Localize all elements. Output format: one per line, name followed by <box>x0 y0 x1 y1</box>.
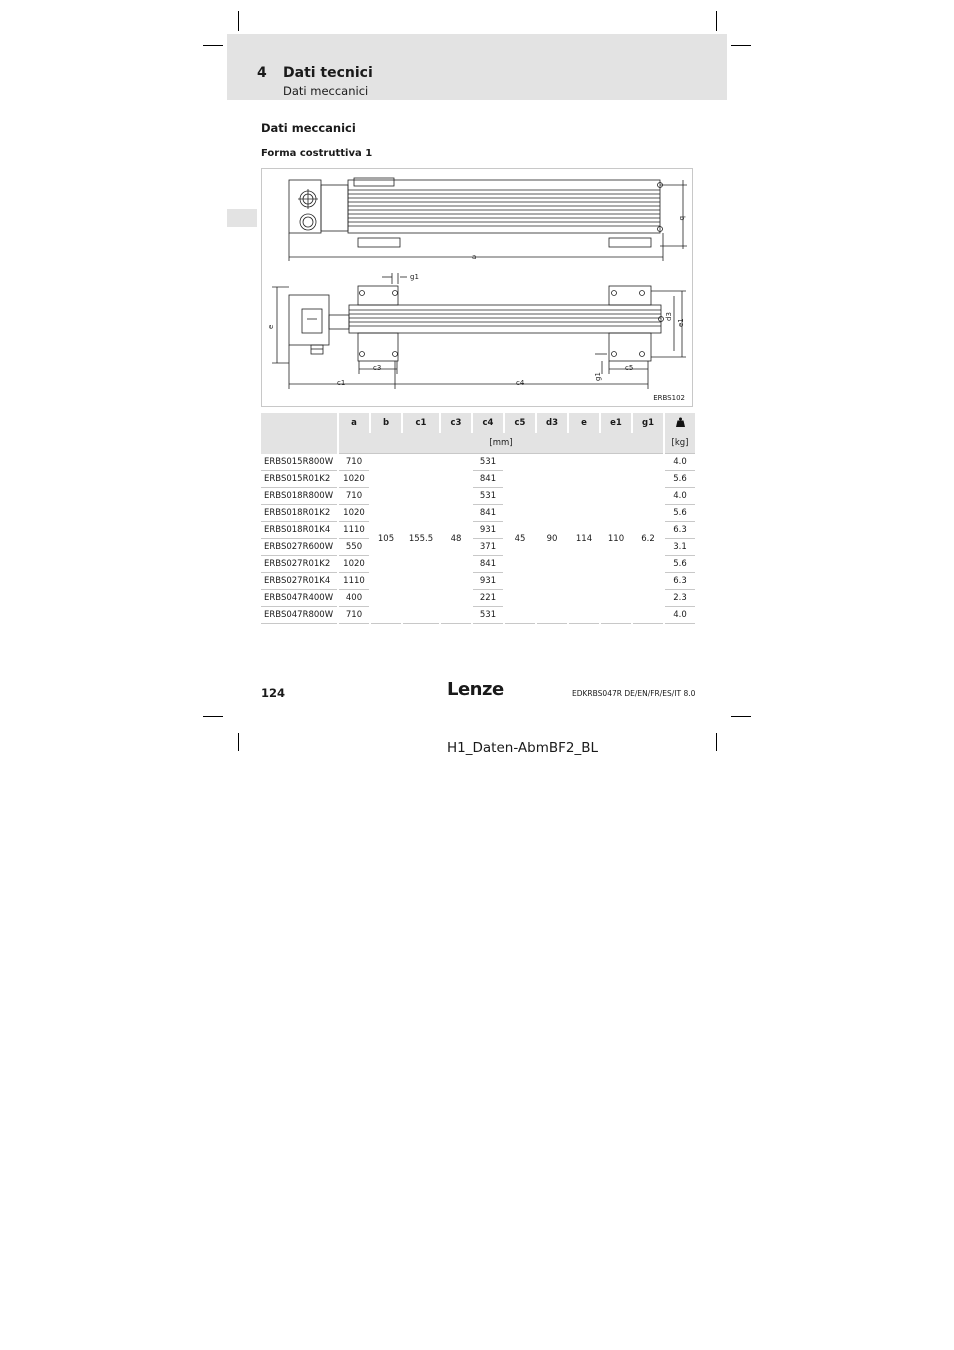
cell-a: 400 <box>339 590 369 607</box>
row-name: ERBS015R800W <box>261 454 337 471</box>
cell-c5: 45 <box>505 454 535 624</box>
cell-a: 1110 <box>339 522 369 539</box>
dim-label-g1-bottom: g1 <box>594 372 602 381</box>
cell-a: 1110 <box>339 573 369 590</box>
header-empty <box>261 413 337 454</box>
table-header-row <box>261 413 695 433</box>
dim-label-e: e <box>267 324 275 329</box>
chapter-subtitle: Dati meccanici <box>283 84 369 98</box>
side-tab-marker <box>227 209 257 227</box>
cell-e1: 110 <box>601 454 631 624</box>
section-title: Dati meccanici <box>261 121 356 135</box>
cell-kg: 3.1 <box>665 539 695 556</box>
cell-c4: 221 <box>473 590 503 607</box>
job-label: H1_Daten-AbmBF2_BL <box>447 740 598 756</box>
subsection-title: Forma costruttiva 1 <box>261 148 373 159</box>
cell-kg: 5.6 <box>665 471 695 488</box>
col-header-g1: g1 <box>633 413 663 433</box>
cell-a: 1020 <box>339 556 369 573</box>
row-name: ERBS018R01K2 <box>261 505 337 522</box>
drawing-svg <box>262 169 694 408</box>
page-number: 124 <box>261 686 286 700</box>
crop-mark <box>238 733 239 751</box>
bracket-bottom-left <box>358 333 398 361</box>
cell-a: 710 <box>339 454 369 471</box>
bracket-top-left <box>358 286 398 305</box>
crop-mark <box>203 45 223 46</box>
col-header-weight <box>665 413 695 433</box>
dim-label-e1: e1 <box>677 318 685 327</box>
doc-code: EDKRBS047R DE/EN/FR/ES/IT 8.0 <box>572 689 696 698</box>
row-name: ERBS027R01K4 <box>261 573 337 590</box>
cell-kg: 4.0 <box>665 607 695 624</box>
foot-left <box>358 238 400 247</box>
cell-kg: 4.0 <box>665 454 695 471</box>
col-header-e: e <box>569 413 599 433</box>
cell-d3: 90 <box>537 454 567 624</box>
cell-c4: 931 <box>473 522 503 539</box>
weight-icon <box>676 417 685 427</box>
col-header-c4: c4 <box>473 413 503 433</box>
cell-a: 1020 <box>339 471 369 488</box>
specs-table <box>259 413 697 624</box>
cell-c4: 531 <box>473 607 503 624</box>
cell-e: 114 <box>569 454 599 624</box>
lenze-logo: Lenze <box>447 679 504 700</box>
row-name: ERBS027R01K2 <box>261 556 337 573</box>
unit-mm: [mm] <box>339 433 663 454</box>
table-row <box>261 454 695 471</box>
technical-drawing <box>261 168 693 407</box>
cell-g1: 6.2 <box>633 454 663 624</box>
cell-a: 1020 <box>339 505 369 522</box>
unit-kg: [kg] <box>665 433 695 454</box>
cell-c4: 531 <box>473 488 503 505</box>
col-header-c5: c5 <box>505 413 535 433</box>
cell-kg: 6.3 <box>665 573 695 590</box>
dim-label-c4: c4 <box>516 379 525 387</box>
cell-kg: 6.3 <box>665 522 695 539</box>
col-header-c3: c3 <box>441 413 471 433</box>
crop-mark <box>731 45 751 46</box>
row-name: ERBS018R800W <box>261 488 337 505</box>
cell-kg: 5.6 <box>665 556 695 573</box>
row-name: ERBS027R600W <box>261 539 337 556</box>
row-name: ERBS047R800W <box>261 607 337 624</box>
cable-gland-bottom <box>300 214 316 230</box>
resistor-body-side <box>349 305 661 333</box>
figure-id: ERBS102 <box>653 394 685 402</box>
terminal-box-side <box>289 295 329 345</box>
chapter-number: 4 <box>257 65 267 81</box>
col-header-e1: e1 <box>601 413 631 433</box>
col-header-c1: c1 <box>403 413 439 433</box>
row-name: ERBS047R400W <box>261 590 337 607</box>
bracket-bottom-right <box>609 333 651 361</box>
crop-mark <box>716 11 717 31</box>
cell-c4: 841 <box>473 556 503 573</box>
cell-kg: 2.3 <box>665 590 695 607</box>
cell-c4: 931 <box>473 573 503 590</box>
dim-label-d3: d3 <box>665 312 673 321</box>
cell-c4: 841 <box>473 471 503 488</box>
cell-c4: 841 <box>473 505 503 522</box>
cell-c4: 531 <box>473 454 503 471</box>
col-header-d3: d3 <box>537 413 567 433</box>
row-name: ERBS015R01K2 <box>261 471 337 488</box>
cell-a: 550 <box>339 539 369 556</box>
dim-label-b: b <box>678 216 686 221</box>
dim-label-c5: c5 <box>625 364 634 372</box>
cell-a: 710 <box>339 607 369 624</box>
cell-a: 710 <box>339 488 369 505</box>
crop-mark <box>203 716 223 717</box>
cell-c4: 371 <box>473 539 503 556</box>
resistor-body-top <box>348 180 660 233</box>
cell-c1: 155.5 <box>403 454 439 624</box>
dim-label-a: a <box>472 253 477 261</box>
col-header-a: a <box>339 413 369 433</box>
dim-label-c1: c1 <box>337 379 346 387</box>
dim-label-g1-top: g1 <box>410 273 419 281</box>
dim-label-c3: c3 <box>373 364 382 372</box>
crop-mark <box>238 11 239 31</box>
crop-mark <box>731 716 751 717</box>
cell-c3: 48 <box>441 454 471 624</box>
foot-right <box>609 238 651 247</box>
row-name: ERBS018R01K4 <box>261 522 337 539</box>
cell-b: 105 <box>371 454 401 624</box>
crop-mark <box>716 733 717 751</box>
cell-kg: 4.0 <box>665 488 695 505</box>
cell-kg: 5.6 <box>665 505 695 522</box>
col-header-b: b <box>371 413 401 433</box>
chapter-title: Dati tecnici <box>283 65 373 81</box>
